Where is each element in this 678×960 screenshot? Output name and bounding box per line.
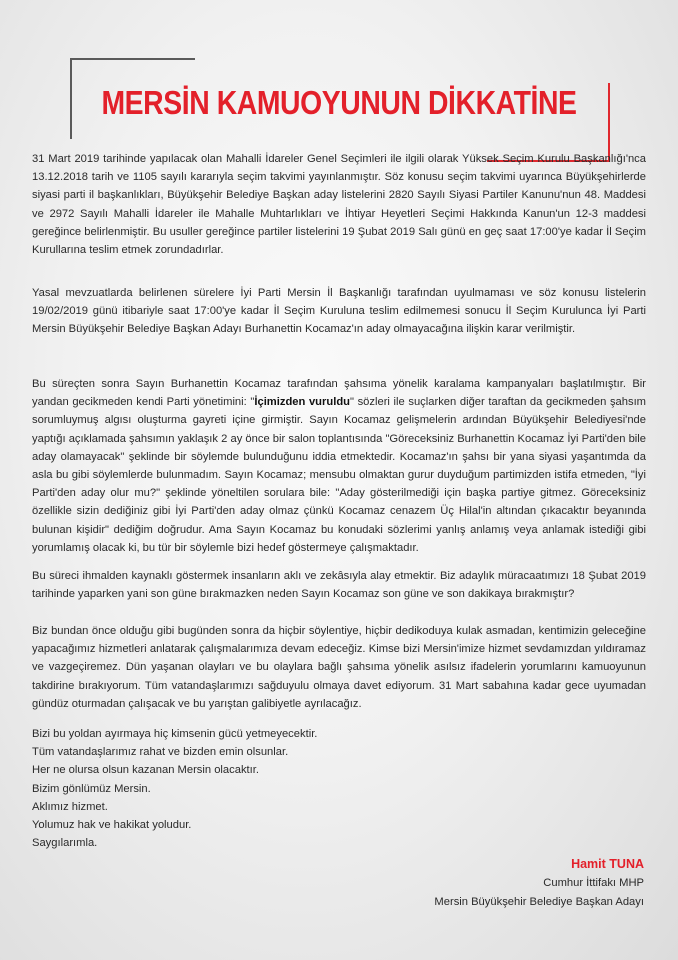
quoted-bold-phrase: İçimizden vuruldu [254,396,350,409]
signature-affiliation: Cumhur İttifakı MHP [543,877,644,889]
paragraph-negligence: Bu süreci ihmalden kaynaklı göstermek insanların aklı ve zekâsıyla alay etmektir. Biz adaylık müracaatımızı 18 Şubat 2019 tarihinde yaparken yani son güne bırakmazken neden Sayın Kocamaz son güne ve son dakikaya bırakmıştır? [32,570,646,601]
closing-line: Her ne olursa olsun kazanan Mersin olacaktır. [32,764,259,777]
closing-line: Aklımız hizmet. [32,800,108,813]
closing-lines [32,725,317,852]
page-title: MERSİN KAMUOYUNUN DİKKATİNE [101,84,577,121]
closing-line: Tüm vatandaşlarımız rahat ve bizden emin olsunlar. [32,746,289,759]
closing-line: Yolumuz hak ve hakikat yoludur. [32,819,192,832]
paragraph-list-deadline: Yasal mevzuatlarda belirlenen sürelere İyi Parti Mersin İl Başkanlığı tarafından uyulmaması ve söz konusu listelerin 19/02/2019 günü itibariyle saat 17:00'ye kadar İl Seçim Kuruluna teslim edilmemesi sonucu İl Seçim Kurulunca İyi Parti Mersin Büyükşehir Belediye Başkan Adayı Burhanettin Kocamaz'ın aday olmayacağına ilişkin karar verilmiştir. [32,287,646,336]
closing-line: Saygılarımla. [32,837,98,850]
signature-block [434,855,644,912]
paragraph-text: " sözleri ile suçlarken diğer taraftan da gecikmeden şahsım sorumluymuş algısı oluşturma gayreti içine girmiştir. Sayın Kocamaz gelişmelerin ardından Büyükşehir Belediyesi'nde yaptığı açıklamada şahsımın yaklaşık 2 ay önce bir salon toplantısında "Göreceksiniz Burhanettin Kocamaz İyi Parti'den bile aday olamayacak" şeklinde bir söylemde bulunduğunu iddia etmektedir. Kocamaz'ın şahsı bir yana siyasi yaşantımda da asla bu gibi söylemlerde bulunmadım. Sayın Kocamaz; mensubu olmaktan gurur duyduğum partimizden istifa etmeden, "İyi Parti'den aday olur mu?" şeklinde yöneltilen sorulara bile: "Aday gösterilmediği için başka partiye gitmez. Göreceksiniz özellikle sizin dediğiniz gibi İyi Parti'den aday olmaz çünkü Kocamaz cenazem Üç Hilal'in altından çıkacaktır beyanında bulunan kişidir" dediğim doğrudur. Ama Sayın Kocamaz bu konudaki sözlerimi yanlış anlamış veya anlamak istediği gibi yorumlamış olacak ki, bu tür bir söylemle bizi hedef göstermeye çalışmaktadır. [32,396,646,554]
paragraph-text: Bu süreçten sonra Sayın Burhanettin Kocamaz tarafından şahsıma yönelik karalama kampanyaları başlatılmıştır. Bir yandan gecikmeden kendi Parti yönetimini: " [32,378,646,409]
signature-position: Mersin Büyükşehir Belediye Başkan Adayı [434,896,644,908]
signature-name: Hamit TUNA [571,857,644,871]
paragraph-smear-campaign [32,375,646,557]
closing-line: Bizim gönlümüz Mersin. [32,782,151,795]
paragraph-commitment: Biz bundan önce olduğu gibi bugünden sonra da hiçbir söylentiye, hiçbir dedikoduya kulak asmadan, kentimizin geleceğine yapacağımız hizmetleri anlatarak çalışmalarımıza devam edeceğiz. Kimse bizi Mersin'imize hizmet sevdamızdan yıldıramaz ve vazgeçiremez. Dün yaşanan olayları ve bu olaylara bağlı şahsıma yönelik asılsız ifadelerin yorumlarını kamuoyunun takdirine bırakıyorum. Tüm vatandaşlarımızı sağduyulu olmaya davet ediyorum. 31 Mart sabahına kadar gece uyumadan gündüz oturmadan çalışacak ve bu yarıştan galibiyetle ayrılacağız. [32,625,646,710]
closing-line: Bizi bu yoldan ayırmaya hiç kimsenin gücü yetmeyecektir. [32,728,318,740]
paragraph-election-calendar: 31 Mart 2019 tarihinde yapılacak olan Mahalli İdareler Genel Seçimleri ile ilgili olarak Yüksek Seçim Kurulu Başkanlığı'nca 13.12.2018 tarih ve 1105 sayılı kararıyla seçim takvimi yayınlanmıştır. Söz konusu seçim takvimi uyarınca Büyükşehirlerde siyasi parti il başkanlıkları, Büyükşehir Belediye Başkan aday listelerini 2820 Sayılı Siyasi Partiler Kanunu'nun 48. Maddesi ve 2972 Sayılı Mahalli İdareler ile Mahalle Muhtarlıkları ve İhtiyar Heyetleri Seçimi Hakkında Kanun'un 12-3 maddesi gereğince belirlenmiştir. Bu usuller gereğince partiler listelerini 19 Şubat 2019 Salı günü en geç saat 17:00'ye kadar İl Seçim Kurullarına teslim etmek zorundadırlar. [32,153,646,257]
